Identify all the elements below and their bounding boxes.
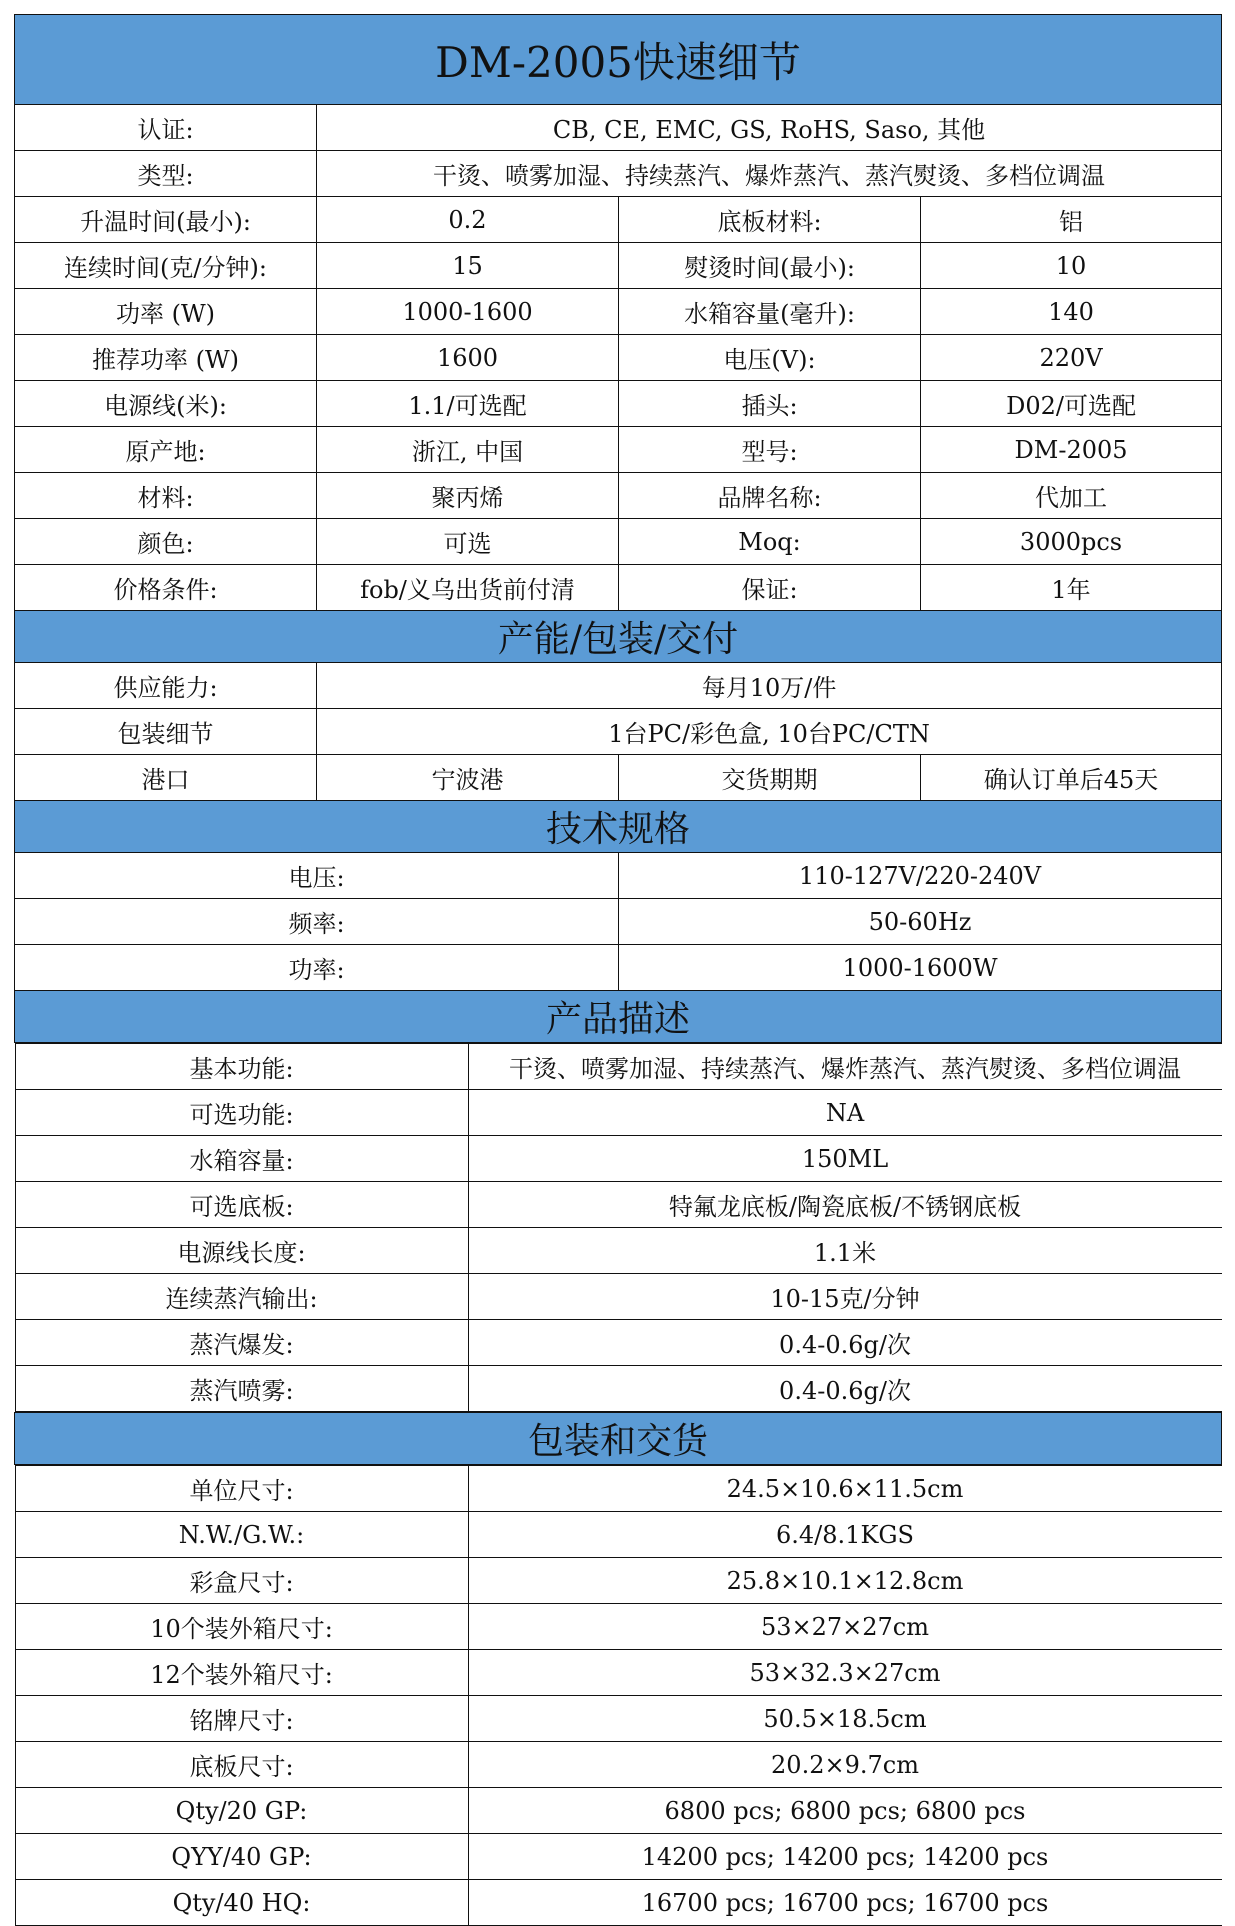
desc-row	[15, 1090, 1222, 1136]
row-label: 供应能力:	[15, 663, 317, 709]
row-value: 代加工	[921, 473, 1222, 519]
desc-row	[15, 1136, 1222, 1182]
row-label: 底板尺寸:	[15, 1742, 468, 1788]
row-label: 电源线长度:	[15, 1228, 468, 1274]
section-heading: 产能/包装/交付	[15, 611, 1222, 663]
row-value: 110-127V/220-240V	[619, 853, 1222, 899]
row-label: 频率:	[15, 899, 619, 945]
packing-row	[15, 1558, 1222, 1604]
detail-row	[15, 289, 1222, 335]
row-value: 1年	[921, 565, 1222, 611]
row-value: 铝	[921, 197, 1222, 243]
row-value: 每月10万/件	[317, 663, 1222, 709]
row-value: CB, CE, EMC, GS, RoHS, Saso, 其他	[317, 105, 1222, 151]
section-heading: 包装和交货	[15, 1413, 1222, 1465]
row-value: 25.8×10.1×12.8cm	[468, 1558, 1222, 1604]
detail-row	[15, 519, 1222, 565]
pack-row	[15, 709, 1222, 755]
row-label: 连续时间(克/分钟):	[15, 243, 317, 289]
row-value: 可选	[317, 519, 619, 565]
row-label: 蒸汽爆发:	[15, 1320, 468, 1366]
row-label: Qty/20 GP:	[15, 1788, 468, 1834]
row-value: 干烫、喷雾加湿、持续蒸汽、爆炸蒸汽、蒸汽熨烫、多档位调温	[317, 151, 1222, 197]
row-value: 1.1米	[468, 1228, 1222, 1274]
row-value: 220V	[921, 335, 1222, 381]
row-label: 蒸汽喷雾:	[15, 1366, 468, 1412]
section-heading-tech	[15, 801, 1222, 853]
packing-rows-holder	[15, 1465, 1222, 1926]
supply-row	[15, 663, 1222, 709]
row-value: 0.4-0.6g/次	[468, 1366, 1222, 1412]
row-label: 品牌名称:	[619, 473, 921, 519]
desc-row	[15, 1228, 1222, 1274]
row-value: 1000-1600W	[619, 945, 1222, 991]
row-label: 水箱容量:	[15, 1136, 468, 1182]
row-value: 6.4/8.1KGS	[468, 1512, 1222, 1558]
section-heading-capacity	[15, 611, 1222, 663]
row-value: 16700 pcs; 16700 pcs; 16700 pcs	[468, 1880, 1222, 1926]
spec-table-body	[15, 15, 1222, 1926]
row-label: 电源线(米):	[15, 381, 317, 427]
row-value: 20.2×9.7cm	[468, 1742, 1222, 1788]
spec-table	[14, 14, 1222, 1926]
detail-row	[15, 565, 1222, 611]
row-value: 0.2	[317, 197, 619, 243]
row-value: 确认订单后45天	[921, 755, 1222, 801]
detail-row	[15, 427, 1222, 473]
packing-table	[15, 1465, 1222, 1926]
row-value: 1600	[317, 335, 619, 381]
row-label: 熨烫时间(最小):	[619, 243, 921, 289]
packing-row	[15, 1834, 1222, 1880]
row-label: 电压:	[15, 853, 619, 899]
type-row	[15, 151, 1222, 197]
row-value: 1000-1600	[317, 289, 619, 335]
row-value: 1.1/可选配	[317, 381, 619, 427]
row-value: NA	[468, 1090, 1222, 1136]
desc-row	[15, 1320, 1222, 1366]
desc-rows-holder	[15, 1043, 1222, 1413]
desc-rows-cell	[15, 1043, 1222, 1413]
section-heading-packing	[15, 1413, 1222, 1465]
row-label: 型号:	[619, 427, 921, 473]
row-value: D02/可选配	[921, 381, 1222, 427]
row-label: 功率:	[15, 945, 619, 991]
row-label: 单位尺寸:	[15, 1466, 468, 1512]
row-value: 53×32.3×27cm	[468, 1650, 1222, 1696]
detail-row	[15, 243, 1222, 289]
row-value: 10-15克/分钟	[468, 1274, 1222, 1320]
row-value: 140	[921, 289, 1222, 335]
row-label: 电压(V):	[619, 335, 921, 381]
cert-row	[15, 105, 1222, 151]
detail-row	[15, 473, 1222, 519]
row-value: 干烫、喷雾加湿、持续蒸汽、爆炸蒸汽、蒸汽熨烫、多档位调温	[468, 1044, 1222, 1090]
row-value: 3000pcs	[921, 519, 1222, 565]
section-heading: 技术规格	[15, 801, 1222, 853]
packing-row	[15, 1604, 1222, 1650]
row-label: 可选功能:	[15, 1090, 468, 1136]
row-label: 原产地:	[15, 427, 317, 473]
packing-row	[15, 1742, 1222, 1788]
row-value: 1台PC/彩色盒, 10台PC/CTN	[317, 709, 1222, 755]
desc-row	[15, 1044, 1222, 1090]
packing-rows-cell	[15, 1465, 1222, 1926]
row-label: N.W./G.W.:	[15, 1512, 468, 1558]
row-label: 水箱容量(毫升):	[619, 289, 921, 335]
row-value: DM-2005	[921, 427, 1222, 473]
desc-row	[15, 1182, 1222, 1228]
row-value: 6800 pcs; 6800 pcs; 6800 pcs	[468, 1788, 1222, 1834]
row-label: Qty/40 HQ:	[15, 1880, 468, 1926]
row-label: 保证:	[619, 565, 921, 611]
desc-row	[15, 1274, 1222, 1320]
row-label: 10个装外箱尺寸:	[15, 1604, 468, 1650]
desc-table	[15, 1043, 1222, 1412]
packing-row	[15, 1512, 1222, 1558]
row-label: 价格条件:	[15, 565, 317, 611]
tech-row	[15, 853, 1222, 899]
row-value: 特氟龙底板/陶瓷底板/不锈钢底板	[468, 1182, 1222, 1228]
row-value: 10	[921, 243, 1222, 289]
packing-row	[15, 1788, 1222, 1834]
port-row	[15, 755, 1222, 801]
packing-row	[15, 1466, 1222, 1512]
packing-row	[15, 1696, 1222, 1742]
row-label: QYY/40 GP:	[15, 1834, 468, 1880]
sheet-title: DM-2005快速细节	[15, 15, 1222, 105]
row-label: 港口	[15, 755, 317, 801]
row-label: 底板材料:	[619, 197, 921, 243]
packing-row	[15, 1650, 1222, 1696]
row-value: 14200 pcs; 14200 pcs; 14200 pcs	[468, 1834, 1222, 1880]
row-label: 包装细节	[15, 709, 317, 755]
row-label: 12个装外箱尺寸:	[15, 1650, 468, 1696]
spec-sheet	[14, 14, 1221, 1926]
row-label: 可选底板:	[15, 1182, 468, 1228]
tech-row	[15, 945, 1222, 991]
tech-row	[15, 899, 1222, 945]
desc-row	[15, 1366, 1222, 1412]
row-label: 功率 (W)	[15, 289, 317, 335]
row-label: 认证:	[15, 105, 317, 151]
row-label: 交货期期	[619, 755, 921, 801]
row-label: 材料:	[15, 473, 317, 519]
row-value: fob/义乌出货前付清	[317, 565, 619, 611]
section-heading: 产品描述	[15, 991, 1222, 1043]
packing-row	[15, 1880, 1222, 1926]
row-value: 15	[317, 243, 619, 289]
row-value: 24.5×10.6×11.5cm	[468, 1466, 1222, 1512]
row-value: 53×27×27cm	[468, 1604, 1222, 1650]
row-label: 升温时间(最小):	[15, 197, 317, 243]
row-value: 聚丙烯	[317, 473, 619, 519]
detail-row	[15, 335, 1222, 381]
row-value: 0.4-0.6g/次	[468, 1320, 1222, 1366]
row-label: 彩盒尺寸:	[15, 1558, 468, 1604]
row-label: 类型:	[15, 151, 317, 197]
row-value: 50-60Hz	[619, 899, 1222, 945]
detail-row	[15, 381, 1222, 427]
row-label: 铭牌尺寸:	[15, 1696, 468, 1742]
row-label: 颜色:	[15, 519, 317, 565]
row-label: 连续蒸汽输出:	[15, 1274, 468, 1320]
row-label: 基本功能:	[15, 1044, 468, 1090]
section-heading-desc	[15, 991, 1222, 1043]
row-value: 150ML	[468, 1136, 1222, 1182]
row-label: 推荐功率 (W)	[15, 335, 317, 381]
title-row	[15, 15, 1222, 105]
row-value: 宁波港	[317, 755, 619, 801]
detail-row	[15, 197, 1222, 243]
row-value: 50.5×18.5cm	[468, 1696, 1222, 1742]
row-value: 浙江, 中国	[317, 427, 619, 473]
row-label: Moq:	[619, 519, 921, 565]
row-label: 插头:	[619, 381, 921, 427]
